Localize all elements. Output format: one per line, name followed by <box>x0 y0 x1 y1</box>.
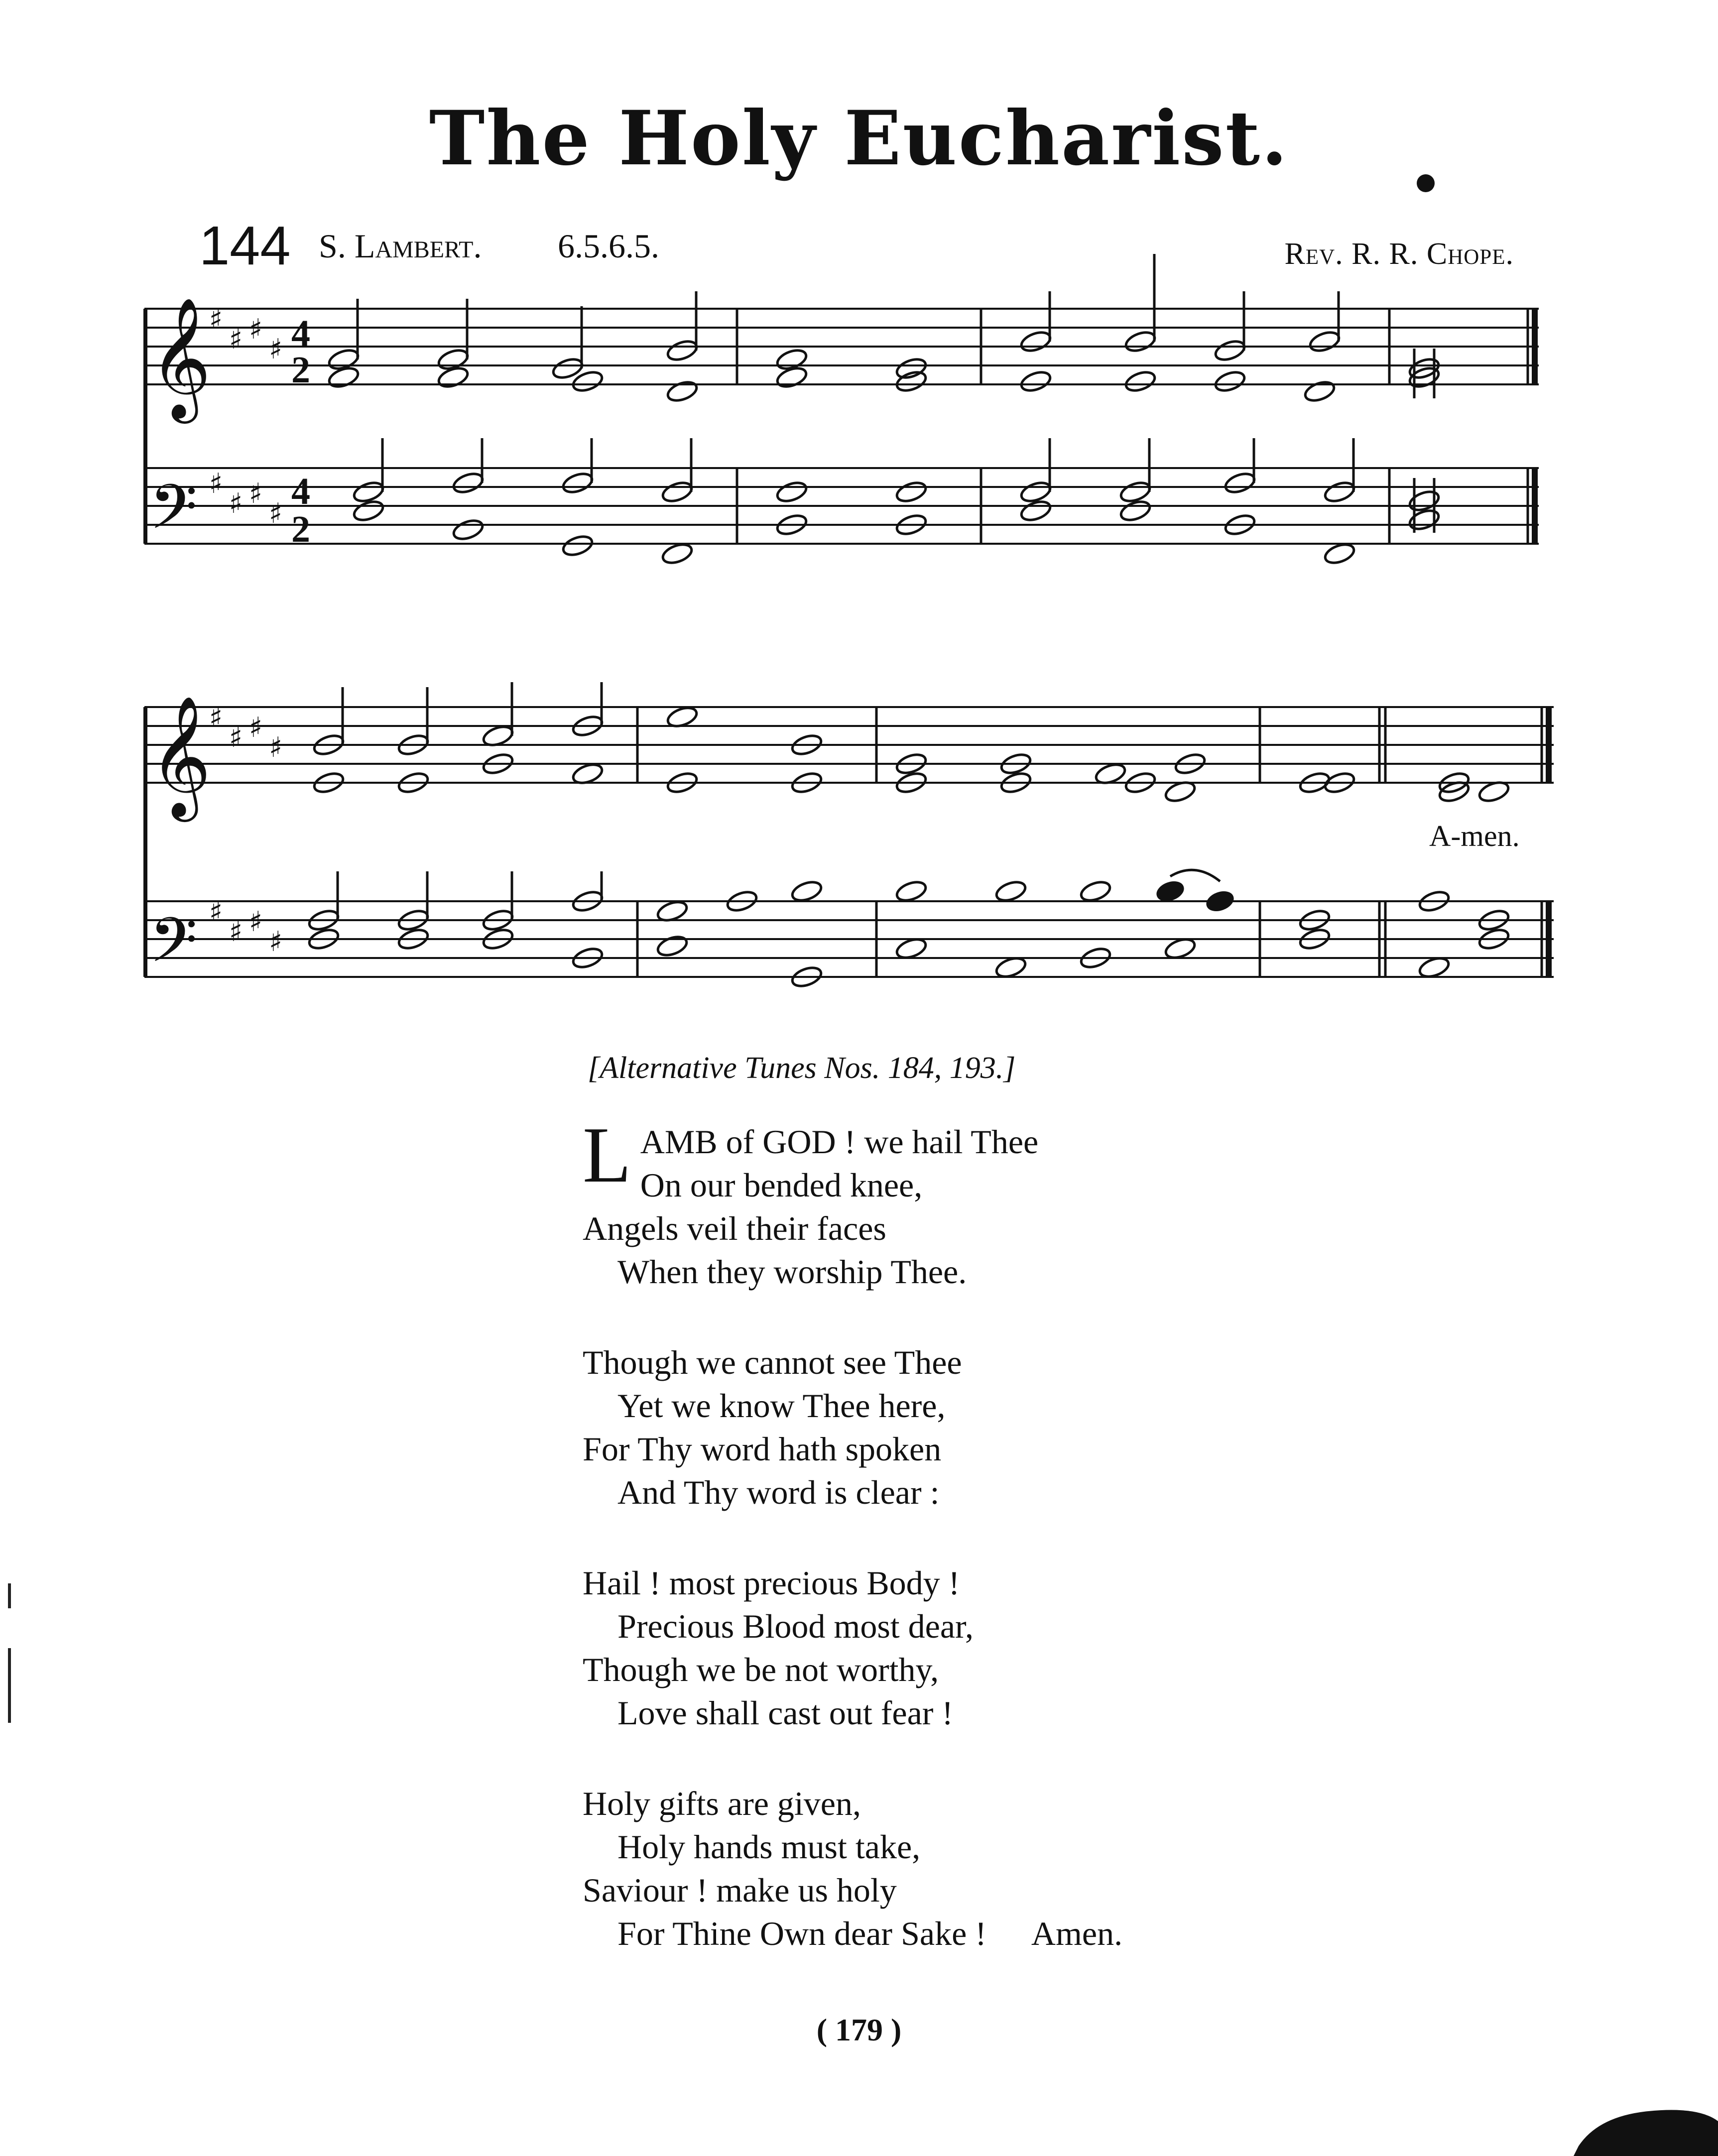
margin-mark <box>8 1648 11 1723</box>
hymn-meter: 6.5.6.5. <box>558 227 659 265</box>
final-amen: Amen. <box>1031 1915 1123 1952</box>
verse-line <box>583 1912 1429 1955</box>
verse-line-text: For Thine Own dear Sake ! <box>617 1915 986 1952</box>
svg-text:♯: ♯ <box>209 896 223 928</box>
staff-2-bass <box>144 901 1554 977</box>
stanza-3 <box>583 1561 1429 1735</box>
system-2-final-barline <box>1542 707 1549 977</box>
key-signature-sharps <box>209 303 282 958</box>
treble-clef-2: 𝄞 <box>149 695 212 817</box>
amen-label: A-men. <box>1429 820 1520 852</box>
verse-line: Precious Blood most dear, <box>617 1607 974 1645</box>
stanza-2 <box>583 1341 1429 1514</box>
svg-text:♯: ♯ <box>229 487 243 520</box>
verse-line: Though we cannot see Thee <box>583 1343 962 1381</box>
svg-text:♯: ♯ <box>209 468 223 500</box>
verse-line: When they worship Thee. <box>617 1253 967 1291</box>
verse-line: Yet we know Thee here, <box>617 1387 946 1425</box>
system-1-bass-notes <box>352 438 1441 566</box>
system-1-barlines <box>737 309 1389 544</box>
stanza-1 <box>583 1110 1429 1294</box>
svg-text:♯: ♯ <box>229 323 243 356</box>
verse-line: For Thy word hath spoken <box>583 1430 942 1468</box>
svg-text:♯: ♯ <box>209 303 223 336</box>
verse-line: And Thy word is clear : <box>617 1473 940 1511</box>
system-1 <box>144 254 1539 566</box>
time-signatures <box>291 313 310 550</box>
bass-clef-2: 𝄢 <box>149 905 198 991</box>
verse-line: On our bended knee, <box>640 1166 923 1204</box>
stanza-4 <box>583 1782 1429 1955</box>
hymn-number: 144 <box>199 215 291 276</box>
page-title: The Holy Eucharist. <box>429 95 1289 182</box>
svg-text:♯: ♯ <box>249 906 263 938</box>
verse-line: Holy hands must take, <box>617 1828 921 1866</box>
margin-mark <box>8 1583 11 1608</box>
staff-1-treble <box>144 309 1539 384</box>
time-sig-bottom-bass: 2 <box>291 508 310 550</box>
time-sig-top-treble: 4 <box>291 313 310 355</box>
verse-line: Hail ! most precious Body ! <box>583 1564 960 1602</box>
music-score <box>0 0 1718 1046</box>
tune-name: S. Lambert. <box>319 227 482 265</box>
staff-1-bass <box>144 468 1539 544</box>
page-number: ( 179 ) <box>816 2012 902 2047</box>
svg-text:♯: ♯ <box>269 731 283 764</box>
bass-clef-1: 𝄢 <box>149 472 198 558</box>
svg-text:♯: ♯ <box>229 916 243 948</box>
verse-line: Angels veil their faces <box>583 1209 886 1247</box>
verse-line: Holy gifts are given, <box>583 1785 861 1822</box>
treble-clef-1: 𝄞 <box>149 296 212 418</box>
system-2-bass-notes <box>307 870 1510 989</box>
drop-cap: L <box>583 1110 631 1199</box>
time-sig-top-bass: 4 <box>291 471 310 512</box>
time-sig-bottom-treble: 2 <box>291 349 310 391</box>
svg-text:♯: ♯ <box>269 333 283 365</box>
system-2-treble-notes <box>312 682 1510 804</box>
verse-line: AMB of GOD ! we hail Thee <box>640 1123 1039 1161</box>
svg-text:♯: ♯ <box>269 497 283 530</box>
system-1-final-barline <box>1528 309 1535 544</box>
svg-text:♯: ♯ <box>269 926 283 958</box>
system-2-barlines <box>637 707 1385 977</box>
staff-2-treble <box>144 707 1554 783</box>
verse-line: Love shall cast out fear ! <box>617 1694 954 1732</box>
system-1-treble-notes <box>327 254 1441 404</box>
svg-text:♯: ♯ <box>249 478 263 510</box>
svg-text:♯: ♯ <box>249 712 263 744</box>
ink-blot <box>1569 2086 1718 2156</box>
svg-text:♯: ♯ <box>229 721 243 754</box>
verse-line: Though we be not worthy, <box>583 1651 939 1688</box>
alternative-tunes: [Alternative Tunes Nos. 184, 193.] <box>588 1051 1016 1085</box>
hymn-verses <box>583 1110 1429 2003</box>
hymn-author: Rev. R. R. Chope. <box>1284 237 1514 271</box>
verse-line: Saviour ! make us holy <box>583 1871 897 1909</box>
svg-text:♯: ♯ <box>249 313 263 346</box>
system-2 <box>144 682 1554 989</box>
svg-text:♯: ♯ <box>209 702 223 734</box>
